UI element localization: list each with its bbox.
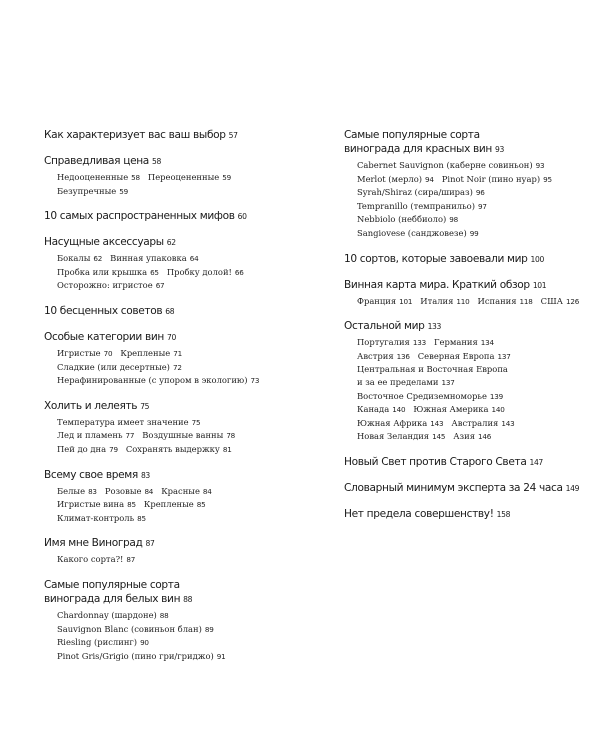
subsection-row [357,227,576,241]
subsection-page-number: 145 [432,432,446,442]
toc-section [44,235,306,293]
subsection-page-number: 59 [222,173,231,182]
subsection-item[interactable] [57,171,140,185]
section-page-number: 57 [228,131,238,140]
subsection-item[interactable] [57,609,169,623]
section-page-number: 58 [151,157,161,166]
section-page-number: 147 [529,457,543,467]
subsection-page-number: 81 [222,444,232,454]
subsection-title: Италия [420,295,454,306]
toc-section [44,209,306,224]
toc-section [44,536,306,567]
subsection-row [357,173,576,187]
subsection-title: Sauvignon Blanc (совиньон блан) [57,623,202,634]
subsection-title: Климат-контроль [57,512,135,523]
subsection-title: и за ее пределами [357,376,439,387]
subsection-row [357,403,576,417]
subsection-item[interactable] [105,485,153,499]
subsection-row [357,295,580,309]
toc-section [44,578,306,663]
section-heading[interactable] [44,578,306,592]
subsection-title: Восточное Средиземноморье [357,390,487,401]
subsection-title: Осторожно: игристое [57,280,153,291]
subsection-item[interactable] [57,429,134,443]
subsection-title: Пробка или крышка [57,266,148,277]
subsection-page-number: 83 [88,486,97,496]
subsection-page-number: 89 [204,624,214,634]
subsection-list [344,295,580,309]
section-title: Словарный минимум эксперта за 24 часа [344,481,563,494]
subsection-list [44,553,306,567]
subsection-page-number: 73 [250,376,260,386]
section-page-number: 83 [140,470,150,480]
subsection-page-number: 85 [196,500,206,510]
subsection-row [357,350,576,364]
subsection-item[interactable] [434,336,494,350]
subsection-item[interactable] [57,498,136,512]
subsection-title: США [540,295,563,306]
subsection-row [357,417,576,431]
subsection-item[interactable] [541,295,579,309]
subsection-item[interactable] [57,361,182,375]
subsection-title: Игристые [57,347,101,358]
section-heading[interactable] [44,209,306,224]
subsection-row [57,498,306,512]
subsection-row [357,186,576,200]
subsection-row [57,623,306,637]
subsection-title: Винная упаковка [110,253,187,264]
subsection-row [57,553,306,567]
subsection-item[interactable] [57,553,135,567]
subsection-page-number: 87 [126,555,136,565]
subsection-page-number: 91 [216,651,226,661]
section-title: 10 бесценных советов [44,304,163,317]
subsection-list [44,171,306,198]
subsection-title: Chardonnay (шардоне) [57,609,157,620]
section-page-number: 68 [165,306,175,316]
subsection-row [357,390,576,404]
subsection-title: Игристые вина [57,499,125,510]
subsection-page-number: 88 [159,610,169,620]
subsection-row [357,213,576,227]
subsection-title: Южная Африка [357,417,428,428]
section-title: Особые категории вин [44,330,164,343]
section-heading[interactable] [344,455,576,470]
section-title: винограда для белых вин [44,592,181,605]
subsection-title: Сладкие (или десертные) [57,361,170,372]
toc-section [344,319,576,444]
subsection-page-number: 85 [127,500,136,510]
section-heading[interactable] [44,128,306,143]
section-title: Как характеризует вас ваш выбор [44,129,226,141]
subsection-title: Syrah/Shiraz (сира/шираз) [357,187,473,198]
subsection-item[interactable] [57,512,146,526]
subsection-title: Какого сорта?! [57,554,124,565]
subsection-item[interactable] [442,173,552,187]
subsection-title: Переоцененные [147,172,220,182]
subsection-title: Новая Зеландия [357,431,430,442]
subsection-item[interactable] [57,347,112,361]
subsection-row [57,347,306,361]
subsection-title: Nebbiolo (неббиоло) [357,214,447,225]
subsection-item[interactable] [57,252,102,266]
subsection-page-number: 146 [478,432,492,442]
subsection-title: Пей до дна [57,443,107,454]
section-heading[interactable] [44,330,306,345]
subsection-list [44,609,306,663]
section-heading[interactable] [344,481,580,496]
subsection-title: Бокалы [57,253,91,264]
toc-section [344,507,576,522]
subsection-page-number: 59 [119,186,128,196]
subsection-item[interactable] [478,295,533,309]
section-title: Всему свое время [44,468,138,481]
subsection-item[interactable] [357,227,478,241]
subsection-item[interactable] [357,200,487,214]
subsection-row [357,200,576,214]
subsection-item[interactable] [357,186,485,200]
subsection-page-number: 94 [425,174,434,184]
subsection-item[interactable] [110,252,198,266]
subsection-item[interactable] [453,430,491,444]
section-title: винограда для красных вин [344,143,493,155]
subsection-row [57,636,306,650]
subsection-item[interactable] [418,350,511,364]
subsection-page-number: 134 [480,338,494,348]
toc-section [44,304,306,319]
subsection-page-number: 71 [173,348,182,358]
subsection-list [44,252,306,293]
subsection-title: Sangiovese (санджовезе) [357,227,467,238]
subsection-row [357,159,576,173]
subsection-title: Merlot (мерло) [357,173,423,184]
subsection-title: Белые [57,485,86,496]
subsection-item[interactable] [357,376,455,390]
section-page-number: 70 [166,332,176,342]
subsection-item[interactable] [120,347,182,361]
section-title: Самые популярные сорта [44,578,180,591]
subsection-item[interactable] [57,623,214,637]
subsection-row [57,279,306,293]
subsection-list [344,336,576,444]
subsection-title: Северная Европа [417,350,495,361]
section-page-number: 149 [565,483,580,493]
toc-left-column [44,128,306,674]
subsection-title: Безупречные [57,185,117,196]
subsection-item[interactable] [357,159,544,173]
subsection-row [57,185,306,199]
section-page-number: 87 [145,539,155,549]
subsection-title: Азия [453,431,475,442]
subsection-row [357,430,576,444]
subsection-page-number: 84 [144,486,154,496]
subsection-page-number: 98 [449,215,459,225]
subsection-item[interactable] [357,295,412,309]
subsection-row [57,374,306,388]
subsection-title: Riesling (рислинг) [57,637,138,648]
section-title: Винная карта мира. Краткий обзор [344,278,530,291]
subsection-title: Южная Америка [413,404,489,415]
section-heading[interactable] [44,235,306,250]
subsection-title: Cabernet Sauvignon (каберне совиньон) [357,160,533,170]
subsection-page-number: 143 [430,418,444,428]
subsection-list [344,159,576,241]
subsection-title: Австралия [451,417,499,428]
subsection-title: Красные [161,485,200,496]
subsection-title: Крепленые [120,347,171,358]
subsection-item[interactable] [357,390,503,404]
section-page-number: 75 [140,401,150,411]
subsection-page-number: 136 [396,351,410,361]
subsection-item[interactable] [142,429,235,443]
subsection-item[interactable] [357,350,410,364]
section-title: Новый Свет против Старого Света [344,455,527,468]
subsection-list [44,416,306,457]
subsection-item[interactable] [57,185,128,199]
subsection-page-number: 110 [456,296,470,306]
subsection-row [57,609,306,623]
section-page-number: 93 [495,145,504,154]
subsection-page-number: 64 [189,254,199,264]
subsection-title: Pinot Gris/Grigio (пино гри/гриджо) [57,650,214,661]
section-page-number: 60 [237,212,247,222]
section-page-number: 133 [427,322,442,332]
subsection-row [57,416,306,430]
section-title: Насущные аксессуары [44,236,164,249]
subsection-row [57,485,306,499]
section-page-number: 88 [183,594,193,604]
subsection-row [357,336,576,350]
subsection-title: Лед и пламень [57,430,123,441]
subsection-page-number: 95 [543,174,552,184]
subsection-item[interactable] [413,403,504,417]
subsection-row [57,512,306,526]
subsection-title: Недооцененные [57,172,129,182]
subsection-title: Pinot Noir (пино нуар) [441,173,541,184]
subsection-row [357,376,576,390]
subsection-list [44,485,306,526]
section-title: Самые популярные сорта [344,129,480,141]
section-page-number: 158 [496,509,511,519]
subsection-item[interactable] [57,279,164,293]
subsection-item[interactable] [451,417,514,431]
toc-section [44,468,306,526]
subsection-page-number: 79 [109,444,118,454]
subsection-title: Воздушные ванны [142,430,224,441]
subsection-item[interactable] [357,173,434,187]
toc-section [344,455,576,470]
subsection-item[interactable] [126,443,232,457]
subsection-row [57,252,306,266]
subsection-row [57,429,306,443]
subsection-page-number: 140 [392,405,406,415]
subsection-page-number: 133 [412,338,426,348]
subsection-page-number: 77 [125,431,135,441]
subsection-item[interactable] [57,266,159,280]
section-heading[interactable] [344,507,576,522]
section-heading[interactable] [44,592,306,607]
subsection-title: Пробку долой! [166,266,232,277]
subsection-page-number: 96 [475,188,485,198]
subsection-page-number: 58 [131,173,140,182]
subsection-page-number: 65 [150,267,159,277]
subsection-title: Франция [357,295,397,306]
subsection-row [357,363,576,376]
section-page-number: 101 [532,280,547,290]
section-title: Холить и лелеять [44,399,138,412]
section-heading[interactable] [44,468,306,483]
subsection-item[interactable] [57,374,259,388]
subsection-page-number: 118 [519,296,533,306]
subsection-title: Австрия [357,350,394,361]
subsection-item[interactable] [57,443,118,457]
toc-section [44,154,306,198]
subsection-title: Сохранять выдержку [125,443,220,454]
section-heading[interactable] [344,319,576,334]
subsection-title: Нерафинированные (с упором в экологию) [57,375,248,386]
subsection-row [57,443,306,457]
section-page-number: 100 [530,254,544,264]
subsection-page-number: 101 [399,296,413,306]
subsection-title: Центральная и Восточная Европа [357,364,508,375]
section-title: Имя мне Виноград [44,537,143,550]
section-heading[interactable] [344,128,576,142]
subsection-item[interactable] [357,363,508,376]
section-title: 10 сортов, которые завоевали мир [344,252,528,265]
subsection-page-number: 66 [234,267,244,277]
subsection-item[interactable] [57,636,149,650]
subsection-item[interactable] [357,213,458,227]
subsection-item[interactable] [161,485,211,499]
subsection-item[interactable] [420,295,469,309]
section-heading[interactable] [344,252,576,267]
toc-section [44,330,306,388]
section-heading[interactable] [44,399,306,414]
subsection-item[interactable] [57,650,226,664]
subsection-page-number: 139 [489,391,504,401]
subsection-page-number: 70 [103,348,113,358]
subsection-page-number: 85 [137,513,146,523]
subsection-row [57,650,306,664]
section-heading[interactable] [44,304,306,319]
subsection-page-number: 126 [565,296,580,306]
subsection-title: Температура имеет значение [57,416,189,427]
subsection-item[interactable] [148,171,231,185]
subsection-page-number: 143 [501,418,515,428]
subsection-page-number: 137 [497,351,511,361]
subsection-list [44,347,306,388]
subsection-title: Германия [433,337,478,348]
subsection-page-number: 99 [469,228,479,238]
subsection-row [57,361,306,375]
subsection-page-number: 75 [191,417,201,427]
section-title: Остальной мир [344,320,425,333]
subsection-page-number: 62 [93,254,103,264]
subsection-page-number: 78 [226,431,236,441]
toc-section [344,278,580,309]
section-heading[interactable] [44,154,306,169]
toc-section [44,399,306,457]
subsection-item[interactable] [144,498,206,512]
subsection-item[interactable] [357,417,443,431]
subsection-item[interactable] [357,403,405,417]
subsection-item[interactable] [57,416,200,430]
subsection-title: Испания [477,295,517,306]
subsection-title: Розовые [104,485,142,496]
subsection-row [57,266,306,280]
subsection-title: Канада [357,404,390,415]
section-page-number: 62 [166,238,176,248]
subsection-page-number: 140 [491,405,505,415]
section-heading[interactable] [344,142,576,157]
subsection-page-number: 137 [441,377,455,387]
subsection-page-number: 72 [172,362,182,372]
section-heading[interactable] [44,536,306,551]
subsection-item[interactable] [357,336,426,350]
subsection-row [57,171,306,185]
subsection-title: Крепленые [143,499,194,510]
section-title: Нет предела совершенству! [344,507,494,520]
subsection-page-number: 90 [140,638,149,648]
toc-right-column [344,128,580,533]
toc-section [344,128,576,241]
toc-section [44,128,306,143]
subsection-item[interactable] [57,485,97,499]
section-heading[interactable] [344,278,576,293]
subsection-title: Tempranillo (темпранильо) [357,200,475,211]
subsection-item[interactable] [357,430,445,444]
subsection-page-number: 67 [155,281,165,291]
subsection-item[interactable] [167,266,244,280]
section-title: 10 самых распространенных мифов [44,210,235,223]
section-title: Справедливая цена [44,155,149,167]
subsection-title: Португалия [357,337,410,348]
toc-section [344,252,576,267]
subsection-page-number: 97 [478,201,487,211]
subsection-page-number: 93 [535,161,545,170]
subsection-page-number: 84 [202,486,212,496]
toc-section [344,481,580,496]
